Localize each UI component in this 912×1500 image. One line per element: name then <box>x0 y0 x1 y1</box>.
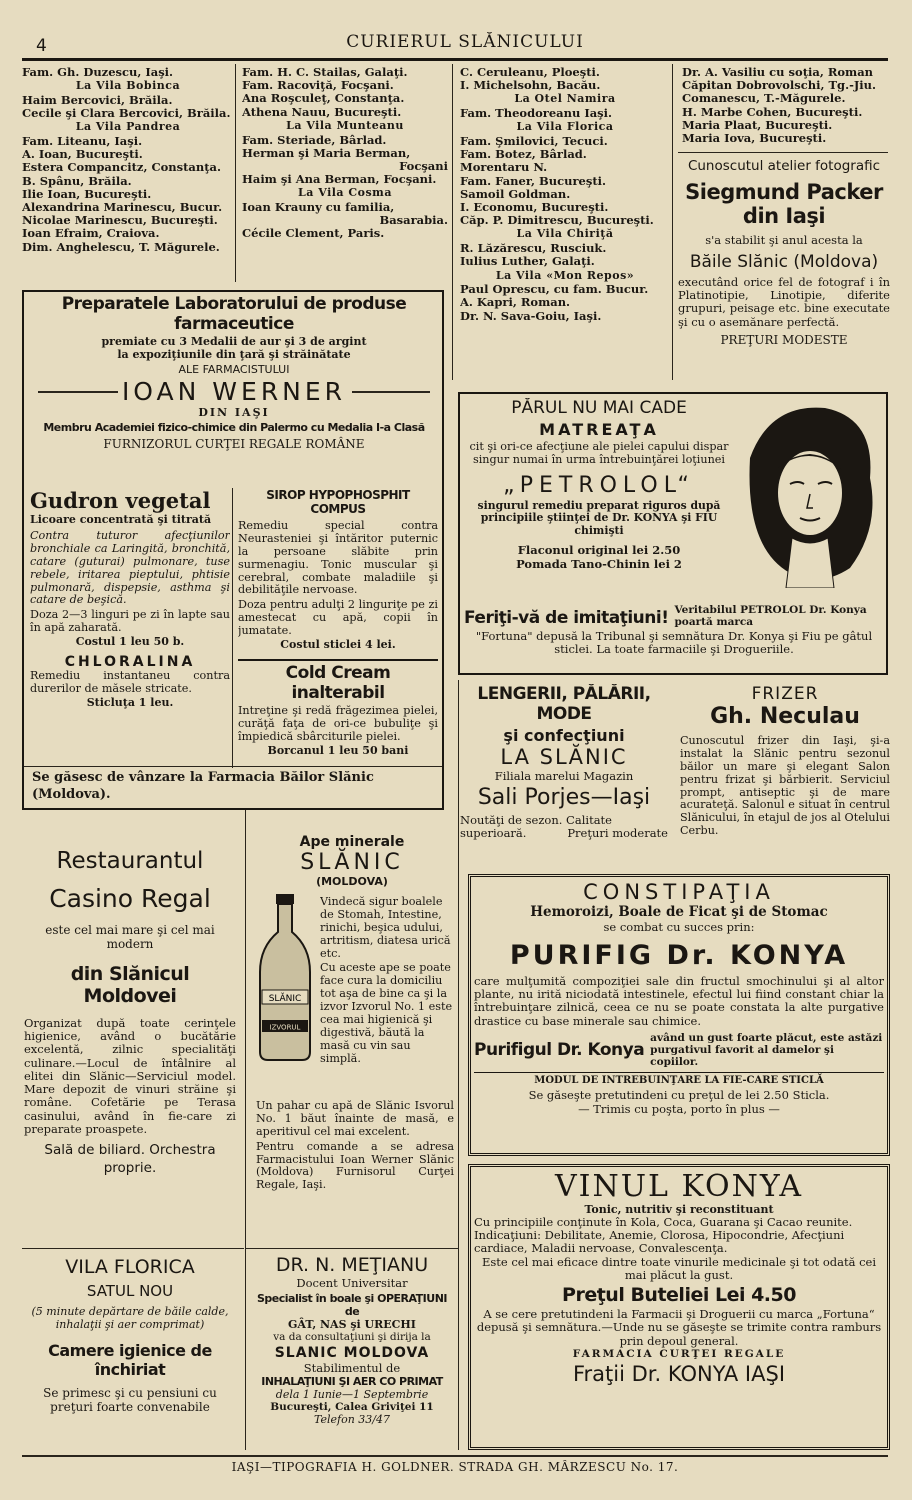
purifig-name: PURIFIG Dr. KONYA <box>509 940 849 971</box>
guest-list-col4 <box>682 66 892 145</box>
bottle-label-2: IZVORUL <box>269 1023 301 1032</box>
bottle-illustration <box>252 892 318 1062</box>
villa-heading: La Otel Namira <box>514 92 616 106</box>
metianu-text1: va da consultaţiuni şi dirija la <box>273 1331 431 1343</box>
packer-prices: PREŢURI MODESTE <box>720 332 848 347</box>
metianu-inh: INHALAŢIUNI ŞI AER CO PRIMAT <box>261 1375 443 1388</box>
petrolol-text1: cit şi ori-ce afecţiune ale pielei capului dispar singur numai în urma întrebuinţărei loţiunei <box>469 440 729 466</box>
chloralina-cost: Sticluţa 1 leu. <box>86 695 174 709</box>
werner-member: Membru Academiei fizico-chimice din Palermo cu Medalia I-a Clasă <box>43 421 425 434</box>
werner-city: DIN IAŞI <box>198 406 270 419</box>
guest-name: Ilie Ioan, Bucureşti. <box>22 186 152 201</box>
petrolol-pomada: Pomada Tano-Chinin lei 2 <box>516 556 682 571</box>
purifig-price: Se găseşte pretutindeni cu preţul de lei 2.50 Sticla. <box>528 1088 830 1103</box>
guest-name: Maria Plaat, Bucureşti. <box>682 117 833 132</box>
chloralina-text: Remediu instantaneu contra durerilor de măsele stricate. <box>30 669 230 695</box>
guest-name: Paul Oprescu, cu fam. Bucur. <box>460 282 649 297</box>
guest-list-col2 <box>242 66 448 241</box>
restaurant-text: Organizat după toate cerinţele higienice, având o bucătărie excelentă, zilnic specialităţi culinare.—Locul de întâlnire al elitei din Slănic—Serviciul model. Mare depozit de vinuri străine şi române. Cofetărie pe Terasa casinului, având în fie-care zi preparate proaspete. <box>24 1016 236 1136</box>
guest-name: Herman şi Maria Berman, <box>242 145 411 160</box>
guest-name: Fam. Gh. Duzescu, Iaşi. <box>22 66 174 79</box>
packer-ad <box>678 158 890 347</box>
petrolol-footer: "Fortuna" depusă la Tribunal şi semnătura Dr. Konya şi Fiu pe gâtul sticlei. La toate farmaciile şi Drogueriile. <box>475 629 873 657</box>
restaurant-line4: din Slănicul Moldovei <box>70 963 190 1007</box>
guest-name: Cécile Clement, Paris. <box>242 226 385 241</box>
villa-heading: La Vila Munteanu <box>286 118 404 132</box>
lingerie-sub: şi confecţiuni <box>503 726 625 745</box>
vila-note: (5 minute depărtare de băile calde, inhalaţii şi aer comprimat) <box>31 1305 229 1331</box>
werner-awards-1: premiate cu 3 Medalii de aur şi 3 de argint <box>101 335 367 348</box>
guest-name: Fam. Theodoreanu Iaşi. <box>460 106 613 121</box>
ape-name: SLĂNIC <box>300 850 404 875</box>
gudron-text: Contra tuturor afecţiunilor bronchiale ca Laringită, bronchită, catare (guturai) pulmonare, tuse rebele, iritarea pieptului, phtisie pulmonară, dispepsie, asthma şi catare de beşică. <box>30 529 230 607</box>
guest-name: Fam. Liteanu, Iaşi. <box>22 133 143 148</box>
newspaper-title: CURIERUL SLĂNICULUI <box>346 32 584 52</box>
ape-ad <box>250 834 454 888</box>
purifig-post: — Trimis cu poşta, porto în plus — <box>578 1102 780 1117</box>
gudron-doza: Doza 2—3 linguri pe zi în lapte sau în apă zaharată. <box>30 608 230 635</box>
sirop-title: SIROP HYPOPHOSPHIT COMPUS <box>266 488 410 516</box>
guest-name: A. Kapri, Roman. <box>460 295 571 310</box>
lingerie-text: Noutăţi de sezon. Calitate superioară. <box>460 813 612 841</box>
metianu-spec2: GÂT, NAS şi URECHI <box>288 1318 416 1331</box>
guest-list-col3 <box>460 66 670 323</box>
lingerie-title: LENGERII, PĂLĂRII, MODE <box>477 684 651 724</box>
vinul-text2: Este cel mai eficace dintre toate vinurile medicinale şi tot odată cei mai plăcut la gust. <box>481 1254 877 1282</box>
woman-portrait-illustration <box>730 398 880 588</box>
lingerie-place: LA SLĂNIC <box>500 745 628 769</box>
werner-supplier: FURNIZORUL CURŢEI REGALE ROMÂNE <box>103 437 365 451</box>
guest-name: Fam. Racoviţă, Focşani. <box>242 78 394 93</box>
packer-place: Băile Slănic (Moldova) <box>689 252 879 272</box>
guest-name: Nicolae Marinescu, Bucureşti. <box>22 213 218 228</box>
metianu-title: DR. N. MEŢIANU <box>275 1254 429 1276</box>
metianu-place: SLANIC MOLDOVA <box>274 1345 430 1361</box>
werner-footer: Se găsesc de vânzare la Farmacia Băilor Slănic (Moldova). <box>32 770 374 802</box>
guest-name: Focşani <box>399 158 448 173</box>
ape-text2: Cu aceste ape se poate face cura la domiciliu tot aşa de bine ca şi la izvor Izvorul No. 1 este cea mai higienică şi digestivă, băută la masă cu vin sau simplă. <box>320 961 453 1065</box>
guest-name: R. Lăzărescu, Rusciuk. <box>460 241 607 256</box>
packer-intro: Cunoscutul atelier fotografic <box>687 158 881 174</box>
villa-heading: La Vila Pandrea <box>75 120 181 134</box>
ape-title: Ape minerale <box>299 834 405 850</box>
restaurant-line1: Restaurantul <box>56 848 204 874</box>
vinul-farm: FARMACIA CURŢEI REGALE <box>572 1347 786 1360</box>
lingerie-prices: Preţuri moderate <box>567 826 668 841</box>
villa-heading: La Vila Chiriţă <box>516 227 614 241</box>
metianu-spec1: Specialist în boale şi OPERAŢIUNI de <box>256 1292 448 1318</box>
guest-name: Basarabia. <box>379 213 448 228</box>
purifig-text: care mulţumită compoziţiei sale din fructul smochinului şi al altor plante, nu irită niciodată intestinele, efectul lui fiind constant chiar la întrebuinţare zilnică, ceea ce nu se poate constata la alte purgative drastice cu base minerale sau chimice. <box>474 974 884 1028</box>
petrolol-flacon: Flaconul original lei 2.50 <box>517 542 681 557</box>
gudron-sub: Licoare concentrată şi titrată <box>30 513 212 526</box>
vinul-indic: Indicaţiuni: Debilitate, Anemie, Clorosa, Hipocondrie, Afecţiuni cardiace, Maladii nervoase, Convalescenţa. <box>474 1228 845 1256</box>
ape-text4: Pentru comande a se adresa Farmacistului Ioan Werner Slănic (Moldova) Furnisorul Curţei Regale, Iaşi. <box>256 1139 454 1192</box>
guest-name: Dr. N. Sava-Goiu, Iaşi. <box>460 308 602 323</box>
werner-name: IOAN WERNER <box>121 377 347 406</box>
vinul-title: VINUL KONYA <box>554 1170 804 1204</box>
restaurant-line3: este cel mai mare şi cel mai modern <box>45 923 215 951</box>
guest-name: Căp. P. Dimitrescu, Bucureşti. <box>460 213 654 228</box>
guest-name: C. Ceruleanu, Ploeşti. <box>460 66 600 79</box>
guest-name: Maria Iova, Bucureşti. <box>682 131 827 146</box>
guest-name: Fam. Şmilovici, Tecuci. <box>460 133 608 148</box>
frizer-title: FRIZER <box>751 684 819 704</box>
ape-text1: Vindecă sigur boalele de Stomah, Intestine, rinichi, beşica udului, artritism, diatesa urică etc. <box>320 896 451 960</box>
vila-title: VILA FLORICA <box>65 1256 195 1278</box>
petrolol-name: „PETROLOL“ <box>503 472 695 498</box>
guest-name: Comanescu, T.-Măgurele. <box>682 91 846 106</box>
ape-sub: (MOLDOVA) <box>316 875 388 888</box>
guest-name: B. Spânu, Brăila. <box>22 173 132 188</box>
page-footer: IAŞI—TIPOGRAFIA H. GOLDNER. STRADA GH. MÂRZESCU No. 17. <box>231 1460 679 1474</box>
guest-name: Ioan Krauny cu familia, <box>242 200 395 215</box>
frizer-text: Cunoscutul frizer din Iaşi, şi-a instalat la Slănic pentru sezonul băilor un mare şi elegant Salon pentru frizat şi bărbierit. Serviciul prompt, antiseptic şi de mare acurateţă. Salonul e situat în centrul Slănicului, în etajul de jos al Otelului Cerbu. <box>680 734 890 838</box>
guest-name: Fam. Steriade, Bârlad. <box>242 132 387 147</box>
guest-name: Ana Roşculeţ, Constanţa. <box>242 91 405 106</box>
petrolol-matreata: MATREAŢA <box>539 420 659 439</box>
cream-title: Cold Cream inalterabil <box>238 659 438 703</box>
restaurant-line2: Casino Regal <box>49 884 211 913</box>
column-divider <box>672 64 673 380</box>
villa-heading: La Vila Cosma <box>298 186 392 200</box>
packer-name: Siegmund Packer din Iaşi <box>685 180 883 228</box>
packer-line2: s'a stabilit şi anul acesta la <box>705 233 863 247</box>
column-divider <box>245 810 246 1450</box>
guest-name: Căpitan Dobrovolschi, Tg.-Jiu. <box>682 78 877 93</box>
guest-name: Dr. A. Vasiliu cu soţia, Roman <box>682 66 874 79</box>
column-divider <box>458 680 459 1450</box>
column-divider <box>452 64 453 380</box>
metianu-dates: dela 1 Iunie—1 Septembrie <box>275 1388 429 1401</box>
guest-name: Fam. H. C. Stailas, Galaţi. <box>242 66 408 79</box>
guest-name: A. Ioan, Bucureşti. <box>22 147 143 162</box>
packer-body: executând orice fel de fotograf i în Platinotipie, Linotipie, diferite grupuri, peisage etc. bine executate şi cu o asemănare perfectă. <box>678 275 890 329</box>
frizer-name: Gh. Neculau <box>710 704 860 729</box>
sirop-doza: Doza pentru adulţi 2 linguriţe pe zi amestecat cu apă, copii în jumatate. <box>238 598 438 637</box>
guest-name: I. Economu, Bucureşti. <box>460 200 609 215</box>
guest-name: I. Michelsohn, Bacău. <box>460 78 601 93</box>
guest-name: Ioan Efraim, Craiova. <box>22 226 160 241</box>
frizer-ad <box>680 684 890 838</box>
cream-cost: Borcanul 1 leu 50 bani <box>267 743 409 757</box>
lingerie-name: Sali Porjes—Iaşi <box>477 785 651 810</box>
gudron-cost: Costul 1 leu 50 b. <box>75 635 185 648</box>
guest-name: Alexandrina Marinescu, Bucur. <box>22 200 223 215</box>
bottle-label-1: SLĂNIC <box>268 994 302 1004</box>
vinul-price: Preţul Buteliei Lei 4.50 <box>562 1284 796 1307</box>
guest-name: Athena Nauu, Bucureşti. <box>242 104 402 119</box>
restaurant-extra2: proprie. <box>103 1159 157 1176</box>
guest-name: Haim şi Ana Berman, Focşani. <box>242 172 437 187</box>
guest-name: Dim. Anghelescu, T. Măgurele. <box>22 239 220 254</box>
villa-heading: La Vila Florica <box>516 120 614 134</box>
chloralina-title: CHLORALINA <box>64 654 196 670</box>
constipatia-sub1: Hemoroizi, Boale de Ficat şi de Stomac <box>530 904 828 920</box>
column-divider <box>235 64 236 282</box>
guest-name: H. Marbe Cohen, Bucureşti. <box>682 104 863 119</box>
page-number: 4 <box>36 36 47 56</box>
petrolol-text2: singurul remediu preparat riguros după principiile ştiinţei de Dr. KONYA şi FIU chimişti <box>477 498 721 537</box>
guest-list-col1 <box>22 66 234 254</box>
metianu-text2: Stabilimentul de <box>303 1361 401 1375</box>
lingerie-ad <box>460 684 668 840</box>
guest-name: Estera Compancitz, Constanţa. <box>22 160 221 175</box>
vila-text: Se primesc şi cu pensiuni cu preţuri foarte convenabile <box>43 1386 217 1415</box>
vinul-text3: A se cere pretutindeni la Farmacii şi Droguerii cu marca „Fortuna“ depusă şi semnătura.—Unde nu se găseşte se trimite contra ramburs prin depoul general. <box>476 1307 882 1348</box>
guest-name: Fam. Botez, Bârlad. <box>460 147 587 162</box>
restaurant-ad <box>24 848 236 1176</box>
cream-text: Intreţine şi redă frăgezimea pielei, curăţă faţa de ori-ce bubuliţe şi împiedică sbârciturile pielei. <box>238 703 438 743</box>
lingerie-branch: Filiala marelui Magazin <box>494 769 634 783</box>
purifig-name2: Purifigul Dr. Konya <box>474 1039 645 1060</box>
vila-rooms: Camere igienice de închiriat <box>48 1341 212 1380</box>
metianu-ad <box>250 1254 454 1426</box>
vinul-text1: Cu principiile conţinute în Kola, Coca, Guarana şi Cacao reunite. <box>474 1215 853 1229</box>
guest-name: Fam. Faner, Bucureşti. <box>460 173 607 188</box>
metianu-addr: Bucureşti, Calea Griviţei 11 <box>270 1401 434 1413</box>
guest-name: Cecile şi Clara Bercovici, Brăila. <box>22 106 231 121</box>
vila-sub: SATUL NOU <box>86 1282 174 1300</box>
gudron-title: Gudron vegetal <box>30 488 211 513</box>
sirop-text: Remediu special contra Neurasteniei şi întăritor puternic la persoane slăbite prin surmenagiu. Tonic muscular şi cerebral, combate maladiile şi debilităţile nervoase. <box>238 519 438 597</box>
petrolol-warn: Feriţi-vă de imitaţiuni! <box>464 608 669 629</box>
vinul-sub: Tonic, nutritiv şi reconstituant <box>584 1203 774 1216</box>
header-rule <box>22 58 888 61</box>
guest-name: Haim Bercovici, Brăila. <box>22 92 173 107</box>
metianu-sub: Docent Universitar <box>296 1276 408 1290</box>
villa-heading: La Vila Bobinca <box>75 79 181 93</box>
purifig-text2: având un gust foarte plăcut, este astăzi purgativul favorit al damelor şi copiilor. <box>650 1031 883 1068</box>
guest-name: Iulius Luther, Galaţi. <box>460 254 595 269</box>
constipatia-sub2: se combat cu succes prin: <box>603 920 755 934</box>
constipatia-title: CONSTIPAŢIA <box>583 880 775 904</box>
restaurant-extra1: Sală de biliard. Orchestra <box>44 1141 216 1158</box>
ape-text3: Un pahar cu apă de Slănic Isvorul No. 1 băut înainte de masă, e aperitivul cel mai excelent. <box>256 1100 454 1138</box>
metianu-tel: Telefon 33/47 <box>314 1413 390 1426</box>
guest-name: Samoil Goldman. <box>460 186 571 201</box>
vila-ad <box>24 1256 236 1415</box>
vinul-signature: Fraţii Dr. KONYA IAŞI <box>572 1361 786 1386</box>
petrolol-warn2: Veritabilul PETROLOL Dr. Konya poartă marca <box>674 604 867 629</box>
guest-name: Morentaru N. <box>460 160 548 175</box>
purifig-mode: MODUL DE INTREBUINŢARE LA FIE-CARE STICLĂ <box>474 1072 884 1086</box>
sirop-cost: Costul sticlei 4 lei. <box>280 637 396 651</box>
werner-ale: ALE FARMACISTULUI <box>178 363 290 376</box>
petrolol-headline: PĂRUL NU MAI CADE <box>511 398 687 418</box>
werner-headline: Preparatele Laboratorului de produse farmaceutice <box>61 294 407 334</box>
villa-heading: La Vila «Mon Repos» <box>495 268 635 282</box>
werner-awards-2: la expoziţiunile din ţară şi străinătate <box>117 348 351 361</box>
